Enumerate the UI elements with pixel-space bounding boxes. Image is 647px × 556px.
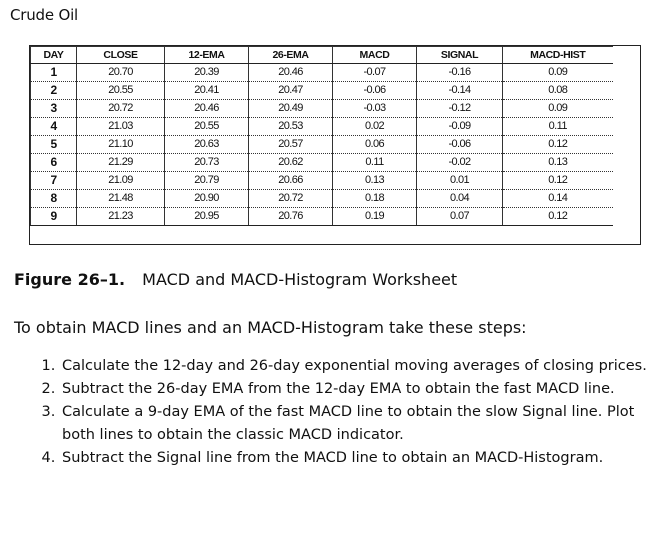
intro-text: To obtain MACD lines and an MACD-Histogram take these steps: — [14, 318, 527, 337]
header-day: DAY — [31, 47, 77, 64]
table-row — [31, 64, 613, 82]
table-cell: 0.09 — [503, 64, 613, 82]
table-cell: 0.12 — [503, 208, 613, 226]
table-cell: 20.39 — [165, 64, 249, 82]
table-cell: 0.08 — [503, 82, 613, 100]
table-cell: 5 — [31, 136, 77, 154]
figure-title: MACD and MACD-Histogram Worksheet — [142, 270, 458, 289]
table-cell: -0.06 — [333, 82, 417, 100]
table-cell: 6 — [31, 154, 77, 172]
header-macd: MACD — [333, 47, 417, 64]
table-cell: 3 — [31, 100, 77, 118]
page-title: Crude Oil — [10, 6, 79, 24]
table-cell: 20.46 — [165, 100, 249, 118]
table-cell: 20.49 — [249, 100, 333, 118]
figure-label: Figure 26–1. — [14, 270, 126, 289]
table-row — [31, 208, 613, 226]
table-cell: 20.53 — [249, 118, 333, 136]
table-cell: 20.47 — [249, 82, 333, 100]
table-cell: 2 — [31, 82, 77, 100]
header-26-ema: 26-EMA — [249, 47, 333, 64]
header-close: CLOSE — [77, 47, 165, 64]
table-cell: 20.90 — [165, 190, 249, 208]
table-cell: 20.41 — [165, 82, 249, 100]
table-cell: 21.03 — [77, 118, 165, 136]
table-cell: 0.14 — [503, 190, 613, 208]
table-cell: 20.72 — [77, 100, 165, 118]
table-cell: 7 — [31, 172, 77, 190]
steps-list — [40, 355, 647, 470]
table-cell: 0.04 — [417, 190, 503, 208]
table-cell: 4 — [31, 118, 77, 136]
header-signal: SIGNAL — [417, 47, 503, 64]
table-cell: -0.09 — [417, 118, 503, 136]
list-item: 1. Calculate the 12-day and 26-day exponential moving averages of closing prices. — [60, 355, 647, 378]
table-cell: 20.66 — [249, 172, 333, 190]
header-12-ema: 12-EMA — [165, 47, 249, 64]
table-cell: 0.06 — [333, 136, 417, 154]
table-cell: 0.11 — [333, 154, 417, 172]
table-cell: 20.55 — [165, 118, 249, 136]
table-cell: 21.48 — [77, 190, 165, 208]
table-cell: 0.07 — [417, 208, 503, 226]
table-cell: -0.06 — [417, 136, 503, 154]
table-cell: 21.29 — [77, 154, 165, 172]
table-cell: 20.72 — [249, 190, 333, 208]
table-cell: 20.79 — [165, 172, 249, 190]
table-cell: 20.76 — [249, 208, 333, 226]
figure-caption — [14, 270, 457, 289]
table-cell: 20.73 — [165, 154, 249, 172]
list-item: 4. Subtract the Signal line from the MACD line to obtain an MACD-Histogram. — [60, 447, 647, 470]
table-cell: 0.01 — [417, 172, 503, 190]
table-cell: 21.09 — [77, 172, 165, 190]
table-row — [31, 172, 613, 190]
table-cell: 0.13 — [503, 154, 613, 172]
table-cell: 21.23 — [77, 208, 165, 226]
table-cell: -0.14 — [417, 82, 503, 100]
table-cell: 20.70 — [77, 64, 165, 82]
table-cell: -0.12 — [417, 100, 503, 118]
table-row — [31, 190, 613, 208]
table-cell: 21.10 — [77, 136, 165, 154]
table-cell: 0.09 — [503, 100, 613, 118]
list-item: 3. Calculate a 9-day EMA of the fast MACD line to obtain the slow Signal line. Plot both lines to obtain the classic MACD indicator. — [60, 401, 647, 447]
table-cell: 20.63 — [165, 136, 249, 154]
table-cell: 20.55 — [77, 82, 165, 100]
table-row — [31, 154, 613, 172]
table-cell: 0.11 — [503, 118, 613, 136]
table-cell: -0.03 — [333, 100, 417, 118]
table-cell: -0.02 — [417, 154, 503, 172]
table-cell: -0.16 — [417, 64, 503, 82]
table-cell: 0.18 — [333, 190, 417, 208]
macd-worksheet-table — [30, 46, 613, 226]
table-cell: 0.12 — [503, 136, 613, 154]
table-cell: 8 — [31, 190, 77, 208]
table-row — [31, 100, 613, 118]
table-row — [31, 82, 613, 100]
table-row — [31, 118, 613, 136]
table-cell: 9 — [31, 208, 77, 226]
table-cell: 0.02 — [333, 118, 417, 136]
table-cell: 20.57 — [249, 136, 333, 154]
table-cell: -0.07 — [333, 64, 417, 82]
list-item: 2. Subtract the 26-day EMA from the 12-day EMA to obtain the fast MACD line. — [60, 378, 647, 401]
header-macd-hist: MACD-HIST — [503, 47, 613, 64]
table-cell: 20.62 — [249, 154, 333, 172]
table-header-row — [31, 47, 613, 64]
table-cell: 1 — [31, 64, 77, 82]
table-cell: 0.19 — [333, 208, 417, 226]
table-cell: 0.13 — [333, 172, 417, 190]
table-cell: 20.46 — [249, 64, 333, 82]
table-cell: 0.12 — [503, 172, 613, 190]
table-row — [31, 136, 613, 154]
table-cell: 20.95 — [165, 208, 249, 226]
